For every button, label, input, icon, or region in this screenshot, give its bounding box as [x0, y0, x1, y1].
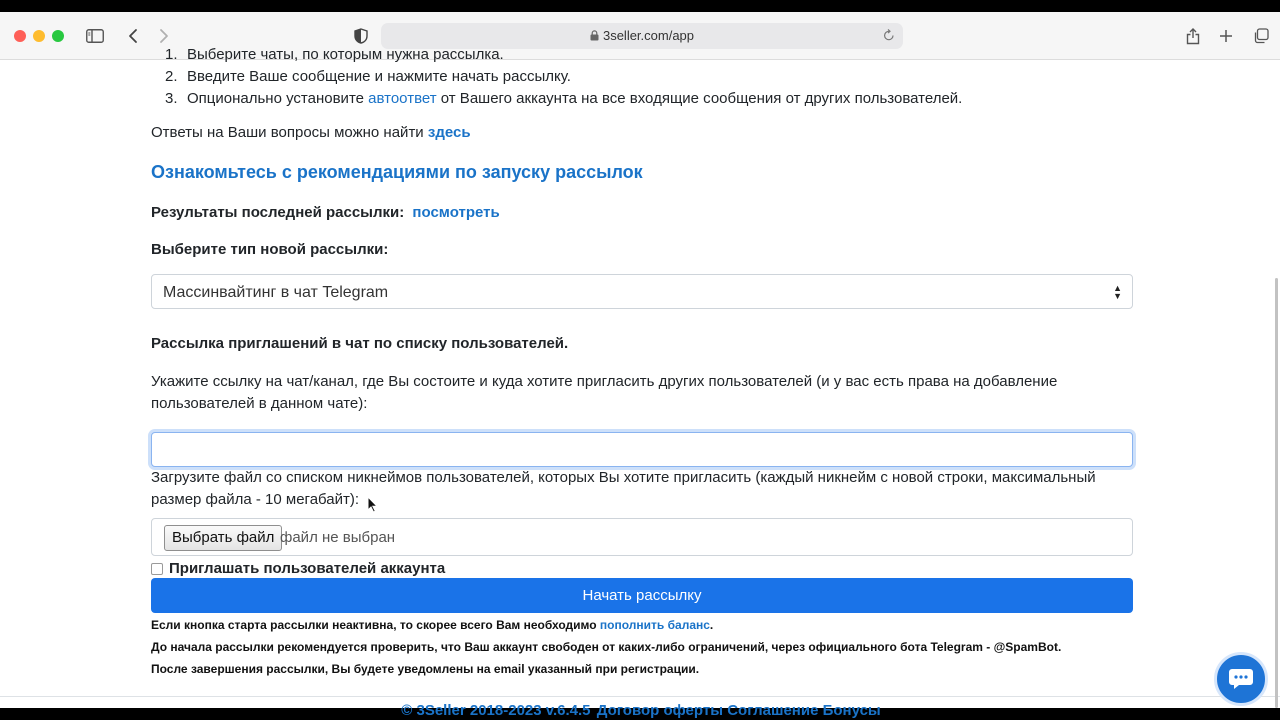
instructions-list [165, 44, 1125, 110]
sidebar-icon[interactable] [83, 24, 107, 48]
page-scrollbar[interactable] [1275, 278, 1278, 708]
agreement-link[interactable]: Соглашение [727, 702, 819, 719]
page-content [0, 46, 1280, 719]
choose-file-button[interactable]: Выбрать файл [164, 525, 282, 551]
browser-window [0, 12, 1280, 719]
back-icon[interactable] [121, 24, 145, 48]
new-tab-icon[interactable] [1214, 24, 1238, 48]
recommendations-link[interactable]: Ознакомьтесь с рекомендациями по запуску рассылок [151, 162, 643, 182]
footer-divider [0, 696, 1280, 697]
mailing-type-select[interactable] [151, 274, 1133, 309]
list-item: 3. Опционально установите автоответ от Вашего аккаунта на все входящие сообщения от других пользователей. [165, 90, 963, 107]
invite-account-users-option [151, 560, 445, 577]
email-note: После завершения рассылки, Вы будете уведомлены на email указанный при регистрации. [151, 662, 700, 676]
top-up-balance-link[interactable]: пополнить баланс [599, 618, 710, 632]
select-arrows-icon: ▲ ▼ [1113, 283, 1122, 301]
balance-note: Если кнопка старта рассылки неактивна, то скорее всего Вам необходимо пополнить баланс. [151, 618, 714, 632]
chat-icon [1228, 667, 1254, 691]
invite-account-users-checkbox[interactable] [151, 563, 163, 575]
footer [0, 702, 1280, 719]
spambot-note: До начала рассылки рекомендуется проверить, что Ваш аккаунт свободен от каких-либо ограничений, через официального бота Telegram - @SpamBot. [151, 640, 1062, 654]
autoreply-link[interactable]: автоответ [368, 90, 437, 107]
list-item: 2. Введите Ваше сообщение и нажмите начать рассылку. [165, 68, 571, 85]
mouse-cursor-icon [367, 496, 378, 517]
bonuses-link[interactable]: Бонусы [822, 702, 881, 719]
maximize-window-button[interactable] [52, 30, 64, 42]
chat-widget-button[interactable] [1214, 652, 1268, 706]
view-results-link[interactable]: посмотреть [412, 204, 500, 221]
file-input[interactable] [151, 518, 1133, 556]
copyright: © 3Seller 2018-2023 v.6.4.5 [401, 702, 591, 719]
list-item: 1. Выберите чаты, по которым нужна рассылка. [165, 46, 504, 63]
faq-link[interactable]: здесь [427, 124, 471, 141]
lock-icon [590, 29, 599, 44]
url-text: 3seller.com/app [602, 28, 695, 43]
minimize-window-button[interactable] [33, 30, 45, 42]
select-value: Массинвайтинг в чат Telegram [163, 284, 389, 301]
section-title: Рассылка приглашений в чат по списку пользователей. [151, 335, 569, 352]
last-results: Результаты последней рассылки: посмотреть [151, 204, 500, 221]
choose-type-label: Выберите тип новой рассылки: [151, 241, 389, 258]
close-window-button[interactable] [14, 30, 26, 42]
share-icon[interactable] [1181, 24, 1205, 48]
chat-link-label: Укажите ссылку на чат/канал, где Вы состоите и куда хотите пригласить других пользователей (и у вас есть права на добавление пользователей в данном чате): [151, 373, 1058, 412]
file-upload-label: Загрузите файл со списком никнеймов пользователей, которых Вы хотите пригласить (каждый никнейм с новой строки, максимальный размер файла - 10 мегабайт): [151, 469, 1096, 508]
file-status: файл не выбран [280, 529, 396, 546]
faq-text: Ответы на Ваши вопросы можно найти здесь [151, 124, 471, 141]
tab-overview-icon[interactable] [1249, 24, 1273, 48]
chat-link-input[interactable] [151, 432, 1133, 467]
offer-link[interactable]: Договор оферты [596, 702, 724, 719]
start-mailing-button[interactable]: Начать рассылку [151, 578, 1133, 613]
checkbox-label: Приглашать пользователей аккаунта [169, 560, 446, 577]
